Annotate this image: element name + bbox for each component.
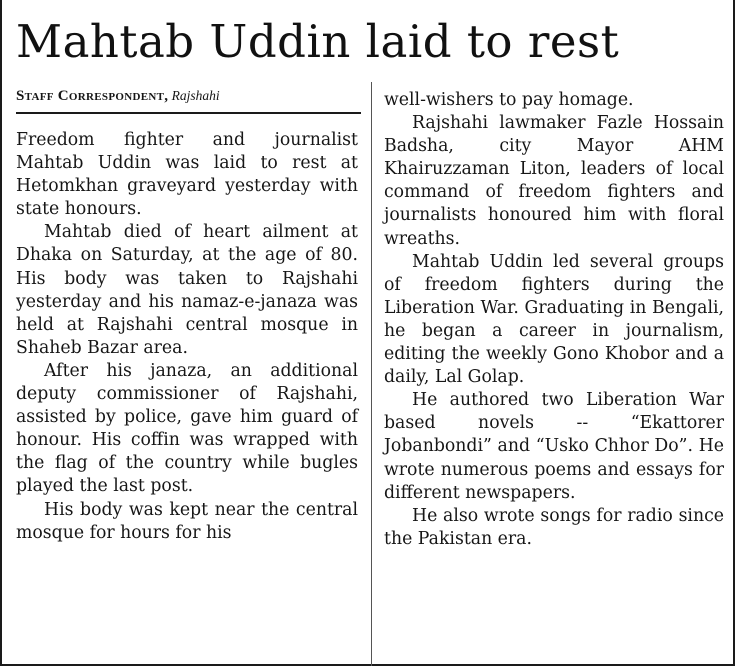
paragraph: His body was kept near the central mosque for hours for his <box>16 499 358 543</box>
paragraph: well-wishers to pay homage. <box>384 90 634 110</box>
paragraph: Freedom fighter and journalist Mahtab Uddin was laid to rest at Hetomkhan graveyard yesterday with state honours. <box>16 130 358 220</box>
paragraph: He authored two Liberation War based novels -- “Ekattorer Jobanbondi” and “Usko Chhor Do”. He wrote numerous poems and essays for different newspapers. <box>384 390 724 503</box>
headline: Mahtab Uddin laid to rest <box>16 15 620 68</box>
paragraph: After his janaza, an additional deputy commissioner of Rajshahi, assisted by police, gave him guard of honour. His coffin was wrapped with the flag of the country while bugles played the last post. <box>16 360 358 497</box>
paragraph: He also wrote songs for radio since the Pakistan era. <box>384 505 724 549</box>
paragraph: Mahtab Uddin led several groups of freedom fighters during the Liberation War. Graduating in Bengali, he began a career in journalism, editing the weekly Gono Khobor and a daily, Lal Golap. <box>384 251 724 388</box>
paragraph: Rajshahi lawmaker Fazle Hossain Badsha, city Mayor AHM Khairuzzaman Liton, leaders of local command of freedom fighters and journalists honoured him with floral wreaths. <box>384 113 724 249</box>
paragraph: Mahtab died of heart ailment at Dhaka on Saturday, at the age of 80. His body was taken to Rajshahi yesterday and his namaz-e-janaza was held at Rajshahi central mosque in Shaheb Bazar area. <box>16 222 358 358</box>
column-divider <box>371 82 372 666</box>
article-column-2 <box>384 89 724 551</box>
byline <box>16 86 361 114</box>
article-column-1 <box>16 129 358 545</box>
byline-author: Staff Correspondent, <box>16 88 169 104</box>
byline-location: Rajshahi <box>171 88 220 103</box>
